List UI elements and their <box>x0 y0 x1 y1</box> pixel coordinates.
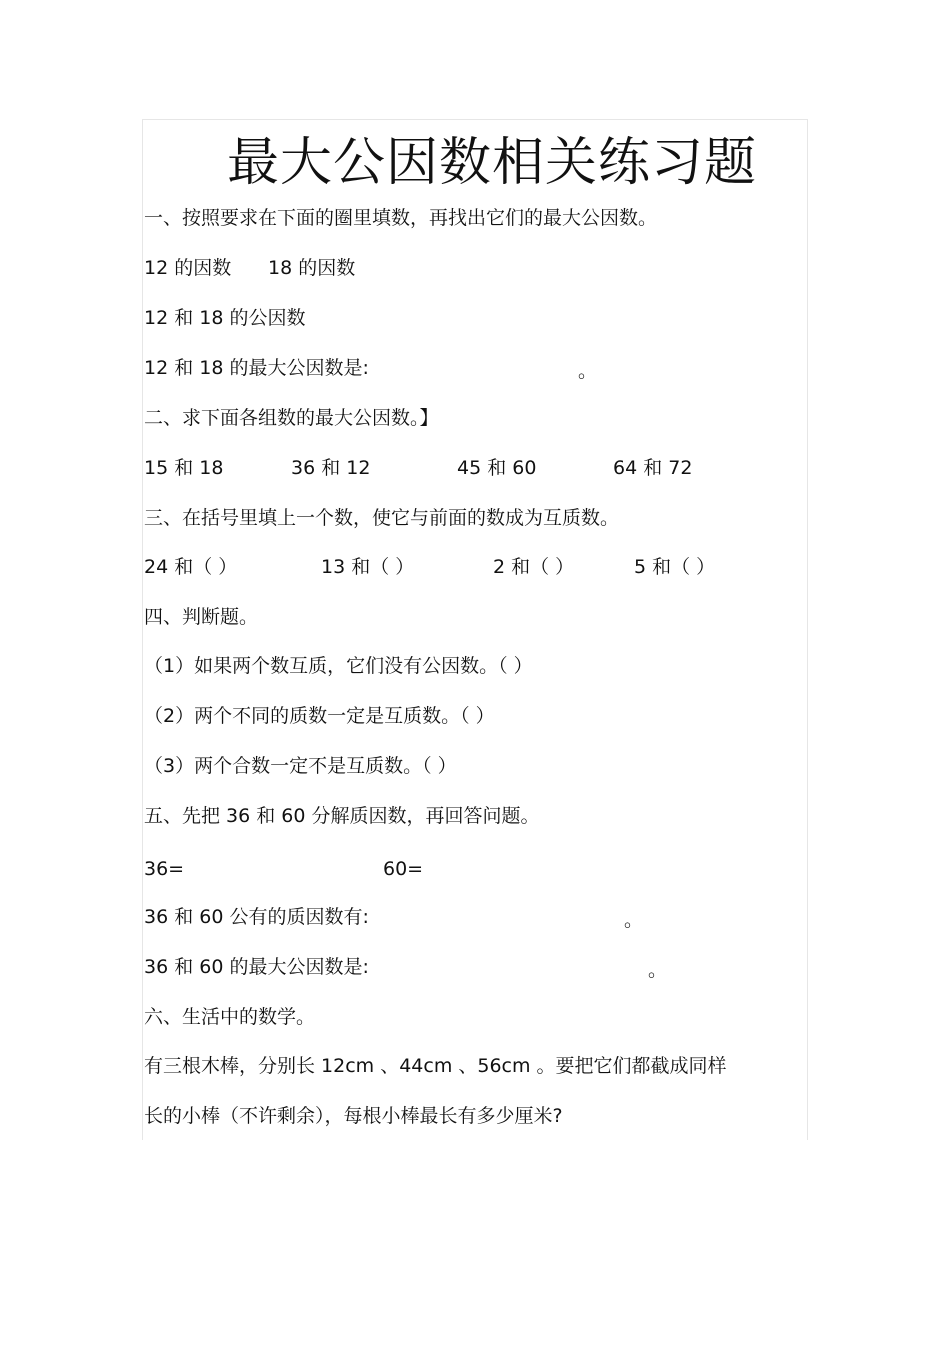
section-6-heading: 六、生活中的数学。 <box>144 1006 316 1028</box>
coprime-item-2: 13 和（ ） <box>321 556 415 578</box>
section-3-heading: 三、在括号里填上一个数，使它与前面的数成为互质数。 <box>144 507 620 529</box>
pair-1: 15 和 18 <box>144 457 224 479</box>
judge-question-3: （3）两个合数一定不是互质数。（ ） <box>144 755 457 777</box>
word-problem-line-2: 长的小棒（不许剩余），每根小棒最长有多少厘米? <box>144 1105 563 1127</box>
factors-18-label: 18 的因数 <box>268 257 356 279</box>
common-primes-label: 36 和 60 公有的质因数有: <box>144 906 369 928</box>
judge-question-2: （2）两个不同的质数一定是互质数。（ ） <box>144 705 495 727</box>
coprime-item-4: 5 和（ ） <box>634 556 716 578</box>
section-2-heading: 二、求下面各组数的最大公因数。】 <box>144 407 439 429</box>
gcd-12-18-label: 12 和 18 的最大公因数是: <box>144 357 369 379</box>
judge-question-1: （1）如果两个数互质，它们没有公因数。（ ） <box>144 655 533 677</box>
factors-12-label: 12 的因数 <box>144 257 232 279</box>
gcd-12-18-period: 。 <box>578 360 598 382</box>
pair-2: 36 和 12 <box>291 457 371 479</box>
coprime-item-1: 24 和（ ） <box>144 556 238 578</box>
section-4-heading: 四、判断题。 <box>144 606 259 628</box>
pair-3: 45 和 60 <box>457 457 537 479</box>
coprime-item-3: 2 和（ ） <box>493 556 575 578</box>
common-factors-label: 12 和 18 的公因数 <box>144 307 306 329</box>
section-5-heading: 五、先把 36 和 60 分解质因数，再回答问题。 <box>144 805 540 827</box>
factorization-60: 60= <box>383 858 424 880</box>
gcd-36-60-period: 。 <box>648 959 668 981</box>
page-title: 最大公因数相关练习题 <box>226 133 757 193</box>
section-1-heading: 一、按照要求在下面的圈里填数，再找出它们的最大公因数。 <box>144 207 658 229</box>
word-problem-line-1: 有三根木棒，分别长 12cm 、44cm 、56cm 。要把它们都截成同样 <box>144 1055 727 1077</box>
pair-4: 64 和 72 <box>613 457 693 479</box>
gcd-36-60-label: 36 和 60 的最大公因数是: <box>144 956 369 978</box>
factorization-36: 36= <box>144 858 185 880</box>
common-primes-period: 。 <box>624 909 644 931</box>
